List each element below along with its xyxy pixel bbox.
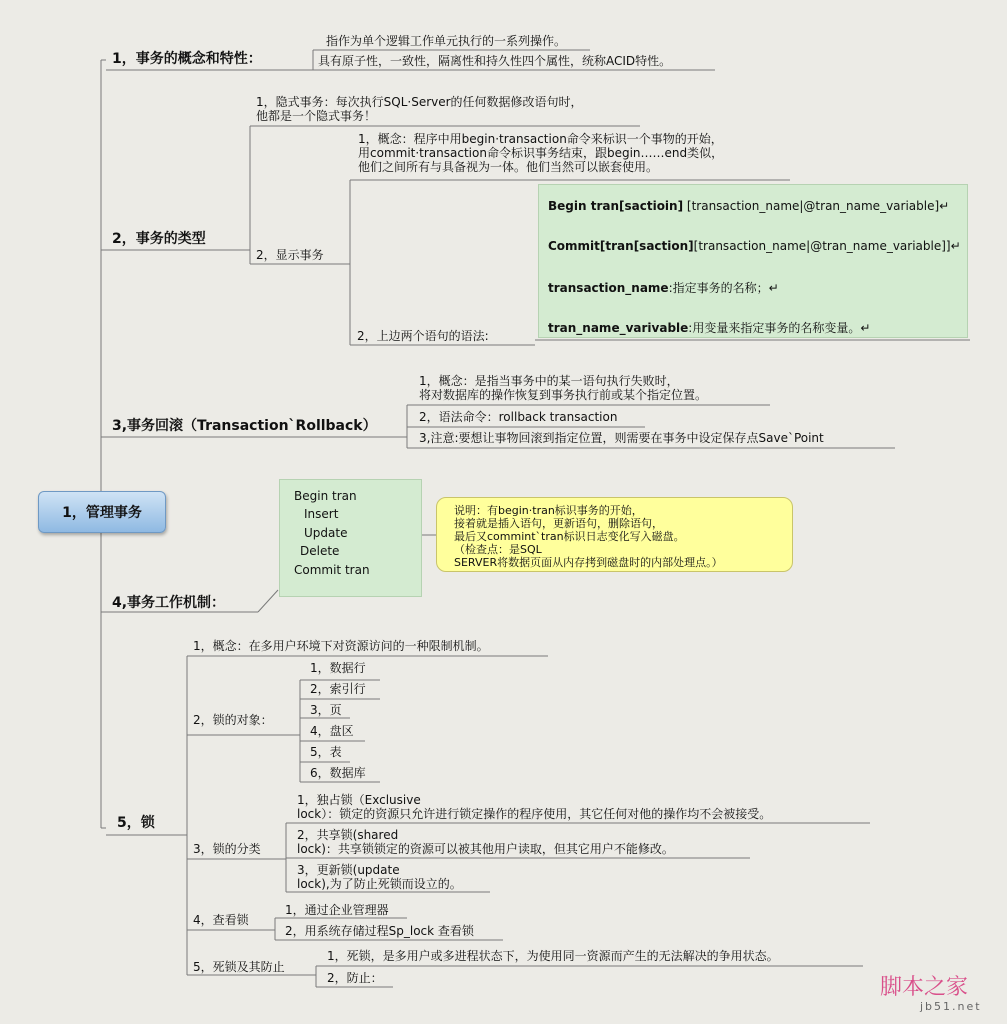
code-line-update: Update (304, 526, 348, 540)
deadlock-label[interactable]: 5，死锁及其防止 (193, 960, 285, 974)
rollback-concept: 1，概念：是指当事务中的某一语句执行失败时， 将对数据库的操作恢复到事务执行前或某个指定位置。 (419, 374, 708, 402)
code-line-insert: Insert (304, 507, 339, 521)
note-line-4: （检查点：是SQL (454, 543, 542, 556)
view-lock-label[interactable]: 4，查看锁 (193, 913, 249, 927)
explicit-concept: 1，概念：程序中用begin·transaction命令来标识一个事物的开始， 用commit·transaction命令标识事务结束，跟begin……end类似， 他们之间所有与具备视为一体。他们当然可以嵌套使用。 (358, 132, 724, 174)
mechanism-code-box (279, 479, 422, 597)
rollback-note: 3,注意:要想让事物回滚到指定位置，则需要在事务中设定保存点Save`Point (419, 431, 824, 445)
mechanism-note (436, 497, 793, 572)
lock-objects-label[interactable]: 2，锁的对象： (193, 713, 273, 727)
concept-item-2: 具有原子性，一致性，隔离性和持久性四个属性，统称ACID特性。 (318, 54, 672, 68)
lock-object-3: 3，页 (310, 703, 342, 717)
syntax-label: 2，上边两个语句的语法: (357, 329, 489, 343)
code-line-delete: Delete (300, 544, 340, 558)
code-line-begin: Begin tran (294, 489, 357, 503)
explicit-transaction-title[interactable]: 2，显示事务 (256, 248, 324, 262)
root-label: 1，管理事务 (62, 505, 142, 521)
syntax-row-3: transaction_name:指定事务的名称；↵ (548, 281, 779, 295)
view-lock-2: 2，用系统存储过程Sp_lock 查看锁 (285, 924, 474, 938)
lock-type-exclusive: 1，独占锁（Exclusive lock）：锁定的资源只允许进行锁定操作的程序使用，其它任何对他的操作均不会被接受。 (297, 793, 772, 821)
lock-types-label[interactable]: 3，锁的分类 (193, 842, 261, 856)
lock-object-5: 5，表 (310, 745, 342, 759)
syntax-box (538, 184, 968, 338)
note-line-2: 接着就是插入语句，更新语句，删除语句， (454, 517, 663, 530)
code-line-commit: Commit tran (294, 563, 370, 577)
syntax-row-2: Commit[tran[saction][transaction_name|@tran_name_variable]]↵ (548, 239, 961, 253)
lock-object-2: 2，索引行 (310, 682, 366, 696)
lock-object-4: 4，盘区 (310, 724, 354, 738)
root-node[interactable] (38, 491, 166, 533)
branch-types-title[interactable]: 2，事务的类型 (112, 231, 206, 247)
deadlock-item-1: 1，死锁，是多用户或多进程状态下，为使用同一资源而产生的无法解决的争用状态。 (327, 949, 779, 963)
note-line-5: SERVER将数据页面从内存拷到磁盘时的内部处理点。） (454, 556, 723, 569)
lock-concept: 1，概念：在多用户环境下对资源访问的一种限制机制。 (193, 639, 489, 653)
syntax-row-1: Begin tran[sactioin] [transaction_name|@tran_name_variable]↵ (548, 199, 950, 213)
syntax-row-4: tran_name_varivable:用变量来指定事务的名称变量。↵ (548, 321, 871, 335)
lock-object-1: 1，数据行 (310, 661, 366, 675)
rollback-command: 2，语法命令：rollback transaction (419, 410, 618, 424)
note-line-3: 最后又commint`tran标识日志变化写入磁盘。 (454, 530, 685, 543)
lock-type-update: 3，更新锁(update lock),为了防止死锁而设立的。 (297, 863, 462, 891)
concept-item-1: 指作为单个逻辑工作单元执行的一系列操作。 (326, 34, 567, 48)
view-lock-1: 1，通过企业管理器 (285, 903, 389, 917)
note-line-1: 说明：有begin·tran标识事务的开始， (454, 504, 643, 517)
lock-object-6: 6，数据库 (310, 766, 366, 780)
branch-mechanism-title[interactable]: 4,事务工作机制： (112, 595, 226, 611)
watermark-subtext: jb51.net (920, 1000, 982, 1013)
watermark-text: 脚本之家 (880, 975, 969, 1000)
lock-type-shared: 2，共享锁(shared lock)：共享锁锁定的资源可以被其他用户读取，但其它用户不能修改。 (297, 828, 674, 856)
branch-lock-title[interactable]: 5，锁 (117, 815, 155, 831)
branch-concept-title[interactable]: 1，事务的概念和特性： (112, 51, 262, 67)
deadlock-item-2: 2，防止： (327, 971, 383, 985)
branch-rollback-title[interactable]: 3,事务回滚（Transaction`Rollback） (112, 418, 377, 434)
implicit-transaction: 1，隐式事务：每次执行SQL·Server的任何数据修改语句时， 他都是一个隐式事务！ (256, 95, 583, 123)
